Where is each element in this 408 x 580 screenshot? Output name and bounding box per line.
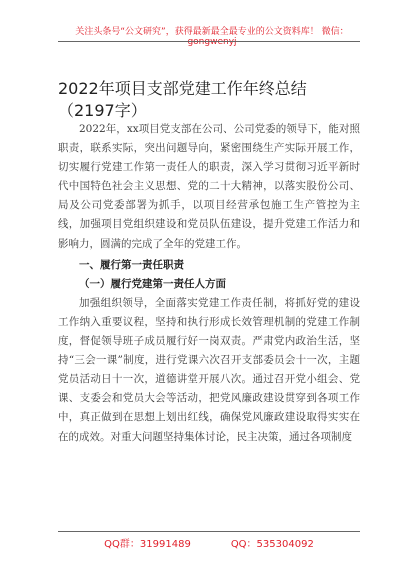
section-paragraph: 加强组织领导，全面落实党建工作责任制，将抓好党的建设工作纳入重要议程，坚持和执行形成长效管理机制的党建工作制度，督促领导班子成员履行好一岗双责。严肃党内政治生活，坚持“三会一课”制度，进行党课六次召开支部委员会十一次，主题党员活动日十一次，道德讲堂开展八次。通过召开党小组会、党课、支委会和党员大会等活动，把党风廉政建设贯穿到各项工作中，真正做到在思想上划出红线，确保党风廉政建设取得实实在在的成效。对重大问题坚持集体讨论，民主决策，通过各项制度	[58, 296, 360, 443]
footer	[58, 535, 360, 550]
footer-divider	[58, 531, 360, 532]
document-title: 2022年项目支部党建工作年终总结（2197字）	[58, 79, 307, 120]
header-banner: 关注头条号“公文研究”，获得最新最全最专业的公文资料库！ 微信：gongwenyj	[75, 27, 349, 47]
intro-paragraph: 2022年，xx项目党支部在公司、公司党委的领导下，能对照职责，联系实际，突出问题导向，紧密围绕生产实际开展工作，切实履行党建工作第一责任人的职责，深入学习贯彻习近平新时代中国特色社会主义思想、党的二十大精神，以落实股份公司、局及公司党委部署为抓手，以项目经营承包施工生产管控为主线，加强项目党组织建设和党员队伍建设，提升党建工作活力和影响力，圆满的完成了全年的党建工作。	[58, 123, 360, 250]
header-divider	[58, 41, 360, 42]
footer-qq: QQ：535304092	[230, 539, 314, 550]
subsection-heading: （一）履行党建第一责任人方面	[79, 277, 226, 290]
footer-qq-group: QQ群：31991489	[104, 539, 191, 550]
section-heading: 一、履行第一责任职责	[79, 258, 184, 271]
document-body	[58, 120, 360, 447]
